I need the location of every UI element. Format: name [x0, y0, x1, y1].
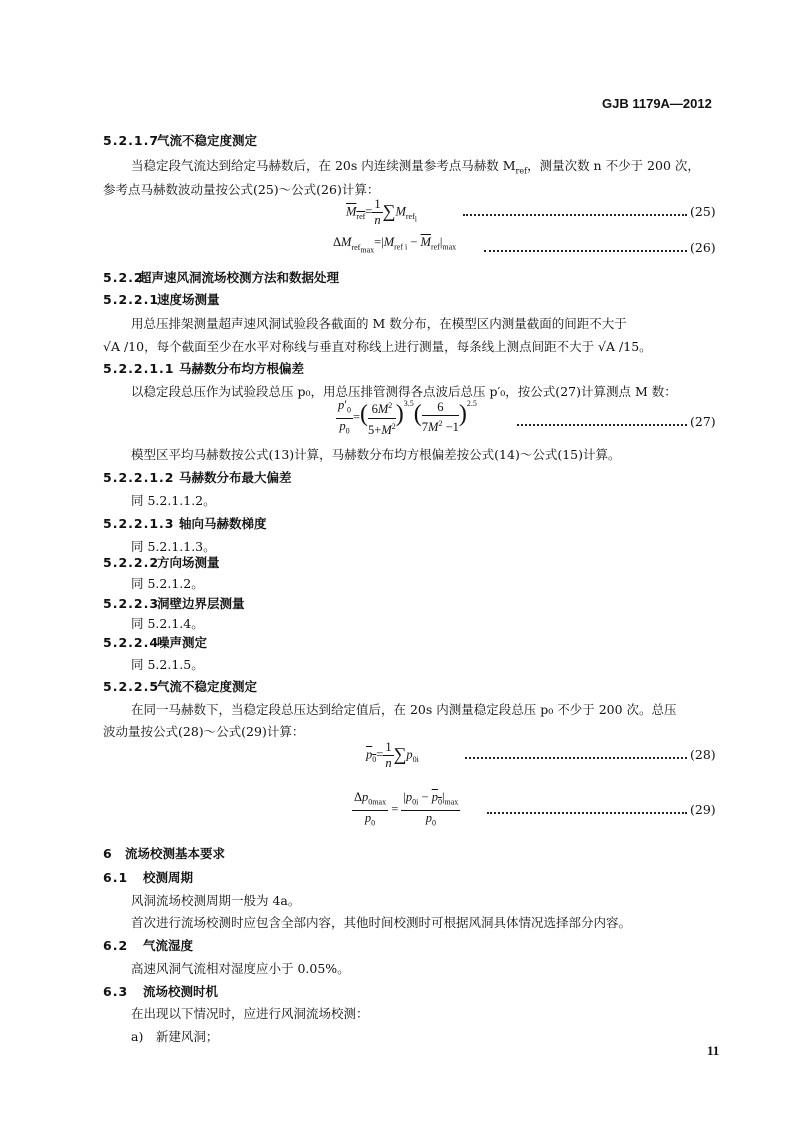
- paragraph: 模型区平均马赫数按公式(13)计算，马赫数分布均方根偏差按公式(14)～公式(15)计算。: [131, 447, 621, 462]
- dot-leader: [465, 757, 687, 759]
- paragraph: 以稳定段总压作为试验段总压 p₀，用总压排管测得各点波后总压 p′₀，按公式(27)计算测点 M 数：: [131, 384, 677, 399]
- paragraph: 同 5.2.1.5。: [131, 657, 204, 672]
- heading-5-2-2-5: 5.2.2.5气流不稳定度测定: [103, 679, 258, 694]
- paragraph: 同 5.2.1.2。: [131, 576, 204, 591]
- heading-6-1: 6.1 校测周期: [103, 870, 194, 885]
- section-number: 5.2.1.7: [103, 133, 160, 148]
- heading-6-2: 6.2 气流湿度: [103, 938, 194, 953]
- paragraph: 参考点马赫数波动量按公式(25)～公式(26)计算：: [103, 182, 380, 197]
- paragraph: 同 5.2.1.4。: [131, 616, 204, 631]
- heading-5-2-2-3: 5.2.2.3洞壁边界层测量: [103, 596, 245, 611]
- equation-29: $\frac{\Delta p_{0max}}{p_0}$ = $\frac{|p_{0i} - \overline{p}_0|_{max}}{p_0}$: [354, 790, 459, 827]
- paragraph: 当稳定段气流达到给定马赫数后，在 20s 内连续测量参考点马赫数 $M_{ref}$，测量次数 n 不少于 200 次，: [131, 158, 700, 176]
- equation-number: (27): [690, 414, 716, 429]
- paragraph: √A /10，每个截面至少在水平对称线与垂直对称线上进行测量，每条线上测点间距不大于 √A /15。: [103, 339, 652, 354]
- list-item-a: a) 新建风洞；: [131, 1029, 219, 1044]
- equation-number: (25): [690, 204, 716, 219]
- paragraph: 用总压排架测量超声速风洞试验段各截面的 M 数分布，在模型区内测量截面的间距不大于: [131, 316, 627, 331]
- paragraph: 波动量按公式(28)～公式(29)计算：: [103, 724, 305, 739]
- heading-6: 6 流场校测基本要求: [103, 846, 226, 861]
- dot-leader: [487, 812, 687, 814]
- heading-5-2-2-4: 5.2.2.4噪声测定: [103, 635, 208, 650]
- heading-5-2-2-2: 5.2.2.2方向场测量: [103, 555, 220, 570]
- heading-6-3: 6.3 流场校测时机: [103, 984, 219, 999]
- equation-number: (28): [690, 747, 716, 762]
- paragraph: 同 5.2.1.1.2。: [131, 493, 216, 508]
- paragraph: 在同一马赫数下，当稳定段总压达到给定值后，在 20s 内测量稳定段总压 p₀ 不少于 200 次。总压: [131, 702, 677, 717]
- dot-leader: [484, 250, 687, 252]
- page-number: 11: [707, 1043, 720, 1058]
- paragraph: 风洞流场校测周期一般为 4a。: [131, 893, 301, 908]
- paragraph: 在出现以下情况时，应进行风洞流场校测：: [131, 1006, 369, 1021]
- heading-5-2-1-7: [103, 131, 257, 149]
- heading-5-2-2-1-1: 5.2.2.1.1 马赫数分布均方根偏差: [103, 361, 305, 376]
- heading-5-2-2-1: 5.2.2.1速度场测量: [103, 292, 220, 307]
- standard-number: GJB 1179A—2012: [602, 96, 712, 111]
- equation-27: $\frac{p'_0}{p_0}$ =( $\frac{6M^2}{5+M^2}$ )$^{3.5}$( $\frac{6}{7M^2 -1}$ )$^{2.5}$: [338, 398, 477, 437]
- equation-28: $\overline{p}_0=$ $\frac{1}{n}$ $\sum p_{0i}$: [366, 740, 419, 770]
- equation-26: $\Delta M_{ref_{max}}=|M_{ref i} - \overline{M}_{ref}|_{max}$: [333, 235, 457, 255]
- dot-leader: [463, 214, 687, 216]
- paragraph: 同 5.2.1.1.3。: [131, 539, 216, 554]
- heading-5-2-2-1-2: 5.2.2.1.2 马赫数分布最大偏差: [103, 470, 292, 485]
- paragraph: 首次进行流场校测时应包含全部内容，其他时间校测时可根据风洞具体情况选择部分内容。: [131, 915, 632, 930]
- equation-25: $\overline{M}_{\overline{ref}}=$ $\frac{1}{n}$ $\sum M_{ref_i}$: [346, 197, 418, 227]
- paragraph: 高速风洞气流相对湿度应小于 0.05%。: [131, 961, 350, 976]
- section-title: 气流不稳定度测定: [157, 133, 258, 148]
- heading-5-2-2: 5.2.2超声速风洞流场校测方法和数据处理: [103, 270, 340, 285]
- heading-5-2-2-1-3: 5.2.2.1.3 轴向马赫数梯度: [103, 516, 267, 531]
- equation-number: (29): [690, 802, 716, 817]
- equation-number: (26): [690, 240, 716, 255]
- dot-leader: [517, 424, 687, 426]
